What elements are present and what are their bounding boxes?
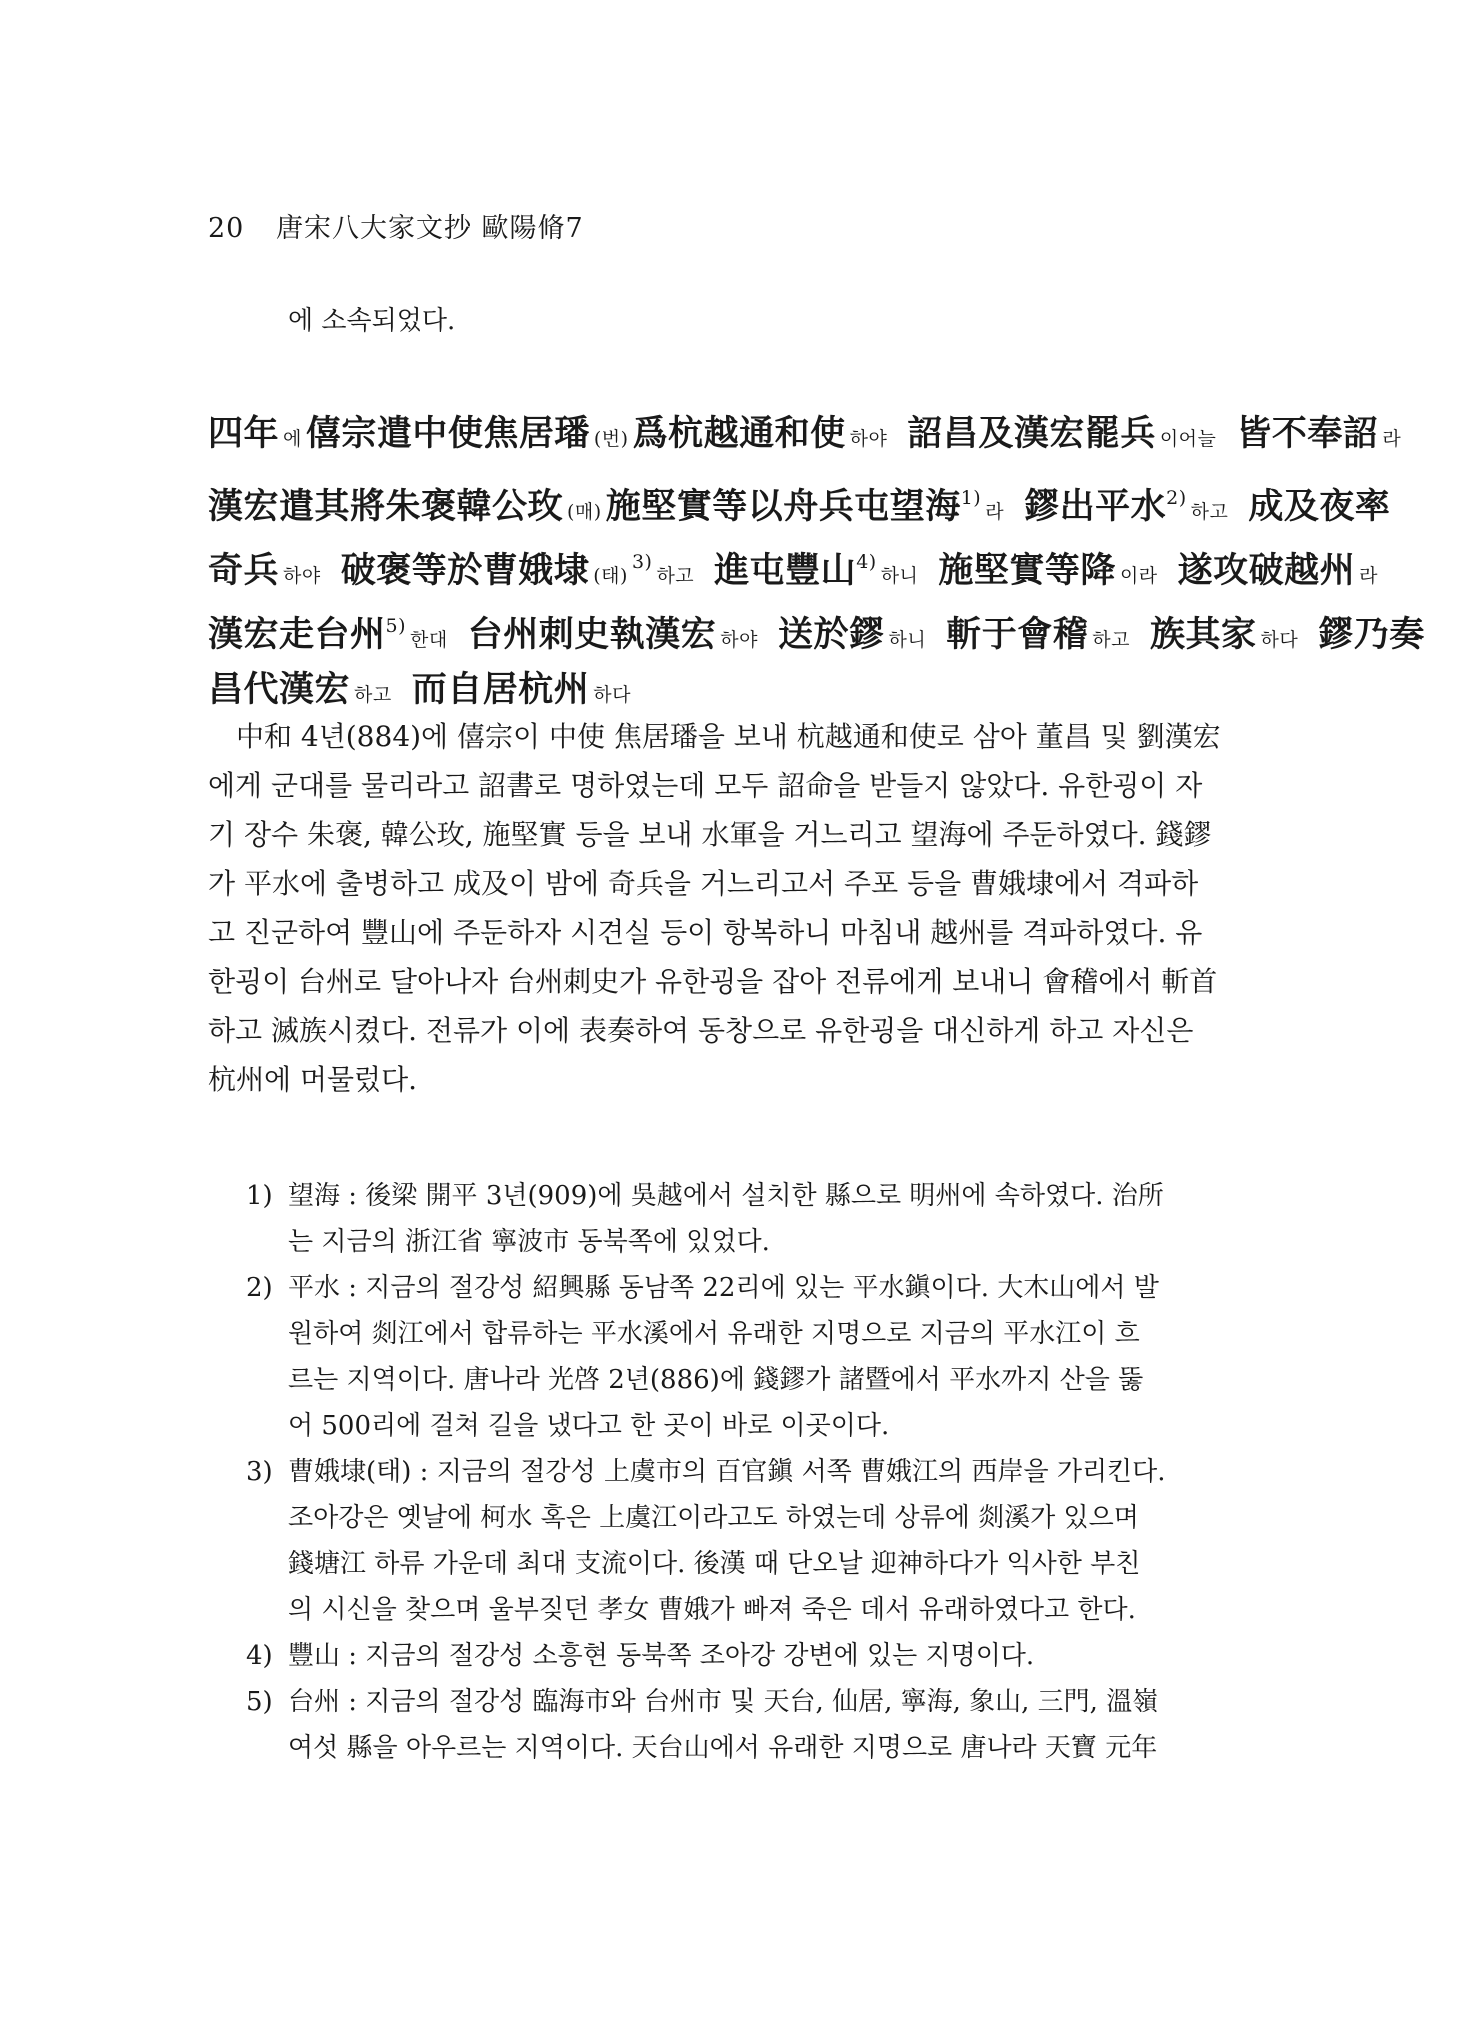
book-title: 唐宋八大家文抄 歐陽脩7 [275,213,584,244]
hanja-text: 進屯豐山 [714,550,857,591]
footnote-text: 曹娥埭(태) : 지금의 절강성 上虞市의 百官鎭 서쪽 曹娥江의 西岸을 가리킨다. [288,1457,1166,1487]
footnote-line [246,1265,1306,1311]
translation-line: 中和 4년(884)에 僖宗이 中使 焦居璠을 보내 杭越通和使로 삼아 董昌 및 劉漢宏 [208,720,1221,753]
footnote-item [246,1173,1306,1265]
footnote-line [246,1173,1306,1219]
particle-text: (번) [593,428,629,450]
footnote-item [246,1633,1306,1679]
footnote-line [246,1495,1306,1541]
hanja-text: 施堅實等以舟兵屯望海 [605,486,961,527]
footnote-line [246,1679,1306,1725]
particle-text: 하고 [354,684,392,706]
particle-text: 하야 [283,565,321,587]
footnote-text: 平水 : 지금의 절강성 紹興縣 동남쪽 22리에 있는 平水鎭이다. 大木山에서 발 [288,1273,1159,1303]
particle-text: 하고 [1092,629,1130,651]
original-line [208,530,1379,594]
particle-text: 하고 [1190,501,1229,523]
particle-text: 하다 [1260,629,1299,651]
footnote-text: 원하여 剡江에서 합류하는 平水溪에서 유래한 지명으로 지금의 平水江이 흐 [288,1319,1140,1349]
footnote-item [246,1265,1306,1449]
footnote-line [246,1403,1306,1449]
hanja-text: 破褒等於曹娥埭 [340,550,590,591]
footnote-text: 望海 : 後梁 開平 3년(909)에 吳越에서 설치한 縣으로 明州에 속하였다. 治所 [288,1181,1164,1211]
hanja-text: 漢宏遣其將朱褒韓公玫 [208,486,564,527]
particle-text: 이라 [1119,565,1158,587]
translation-line: 가 平水에 출병하고 成及이 밤에 奇兵을 거느리고서 주포 등을 曹娥埭에서 격파하 [208,867,1199,900]
footnote-marker: 4) [856,551,877,573]
footnote-line [246,1357,1306,1403]
particle-text: 에 [283,428,302,450]
footnote-line [246,1541,1306,1587]
hanja-text: 施堅實等降 [938,550,1116,591]
particle-text: (태) [593,565,628,587]
original-line [208,466,1391,530]
korean-translation [208,712,1298,1104]
hanja-text: 僖宗遣中使焦居璠 [305,413,590,454]
footnote-number: 4) [246,1641,273,1671]
footnote-text: 여섯 縣을 아우르는 지역이다. 天台山에서 유래한 지명으로 唐나라 天寶 元年 [288,1733,1158,1763]
footnote-text: 르는 지역이다. 唐나라 光啓 2년(886)에 錢鏐가 諸暨에서 平水까지 산을 뚫 [288,1365,1144,1395]
original-line [208,402,1402,466]
footnote-text: 는 지금의 浙江省 寧波市 동북쪽에 있었다. [288,1227,770,1257]
footnote-text: 의 시신을 찾으며 울부짖던 孝女 曹娥가 빠져 죽은 데서 유래하였다고 한다. [288,1595,1136,1625]
particle-text: (매) [567,501,602,523]
footnote-line [246,1587,1306,1633]
hanja-text: 爲杭越通和使 [632,413,846,454]
original-classical-text [208,402,1425,722]
hanja-text: 鏐乃奏 [1318,614,1425,655]
translation-line: 기 장수 朱褒, 韓公玫, 施堅實 등을 보내 水軍을 거느리고 望海에 주둔하였다. 錢鏐 [208,818,1212,851]
page-number: 20 [208,213,245,244]
translation-line: 고 진군하여 豐山에 주둔하자 시견실 등이 항복하니 마침내 越州를 격파하였다. 유 [208,916,1203,949]
continuation-text: 에 소속되었다. [288,306,456,336]
translation-line: 하고 滅族시켰다. 전류가 이에 表奏하여 동창으로 유한굉을 대신하게 하고 자신은 [208,1014,1194,1047]
particle-text: 하다 [593,684,631,706]
hanja-text: 昌代漢宏 [208,669,351,710]
hanja-text: 斬于會稽 [946,614,1089,655]
particle-text: 하야 [720,629,758,651]
footnote-number: 1) [246,1181,273,1211]
original-line [208,594,1425,658]
particle-text: 하니 [880,565,919,587]
footnote-number: 3) [246,1457,273,1487]
footnote-text: 台州 : 지금의 절강성 臨海市와 台州市 및 天台, 仙居, 寧海, 象山, 三門, 溫嶺 [288,1687,1159,1717]
particle-text: 라 [1359,565,1379,587]
footnote-text: 어 500리에 걸쳐 길을 냈다고 한 곳이 바로 이곳이다. [288,1411,890,1441]
particle-text: 하고 [656,565,695,587]
footnote-line [246,1633,1306,1679]
footnote-text: 豐山 : 지금의 절강성 소흥현 동북쪽 조아강 강변에 있는 지명이다. [288,1641,1035,1671]
particle-text: 라 [1382,428,1402,450]
footnote-marker: 2) [1166,487,1187,509]
footnote-item [246,1679,1306,1771]
footnote-marker: 3) [631,551,653,573]
hanja-text: 而自居杭州 [411,669,590,710]
hanja-text: 四年 [208,413,280,454]
footnote-line [246,1449,1306,1495]
particle-text: 하니 [888,629,927,651]
particle-text: 이어늘 [1159,428,1217,450]
footnote-marker: 5) [385,615,407,637]
hanja-text: 奇兵 [208,550,280,591]
footnote-number: 5) [246,1687,273,1717]
hanja-text: 鏐出平水 [1024,486,1167,527]
hanja-text: 成及夜率 [1248,486,1391,527]
footnote-line [246,1219,1306,1265]
hanja-text: 皆不奉詔 [1236,413,1379,454]
hanja-text: 台州刺史執漢宏 [467,614,717,655]
footnote-marker: 1) [960,487,982,509]
hanja-text: 遂攻破越州 [1177,550,1356,591]
footnote-line [246,1725,1306,1771]
hanja-text: 漢宏走台州 [208,614,386,655]
particle-text: 라 [985,501,1005,523]
hanja-text: 送於鏐 [777,614,885,655]
footnote-item [246,1449,1306,1633]
footnote-text: 錢塘江 하류 가운데 최대 支流이다. 後漢 때 단오날 迎神하다가 익사한 부친 [288,1549,1141,1579]
translation-line: 杭州에 머물렀다. [208,1063,418,1096]
footnotes [246,1173,1306,1771]
hanja-text: 族其家 [1149,614,1257,655]
footnote-text: 조아강은 옛날에 柯水 혹은 上虞江이라고도 하였는데 상류에 剡溪가 있으며 [288,1503,1139,1533]
hanja-text: 詔昌及漢宏罷兵 [907,413,1156,454]
particle-text: 한대 [410,629,448,651]
translation-line: 한굉이 台州로 달아나자 台州刺史가 유한굉을 잡아 전류에게 보내니 會稽에서 斬首 [208,965,1218,998]
footnote-line [246,1311,1306,1357]
running-header [208,206,584,245]
footnote-number: 2) [246,1273,273,1303]
translation-line: 에게 군대를 물리라고 詔書로 명하였는데 모두 詔命을 받들지 않았다. 유한굉이 자 [208,769,1203,802]
particle-text: 하야 [849,428,888,450]
